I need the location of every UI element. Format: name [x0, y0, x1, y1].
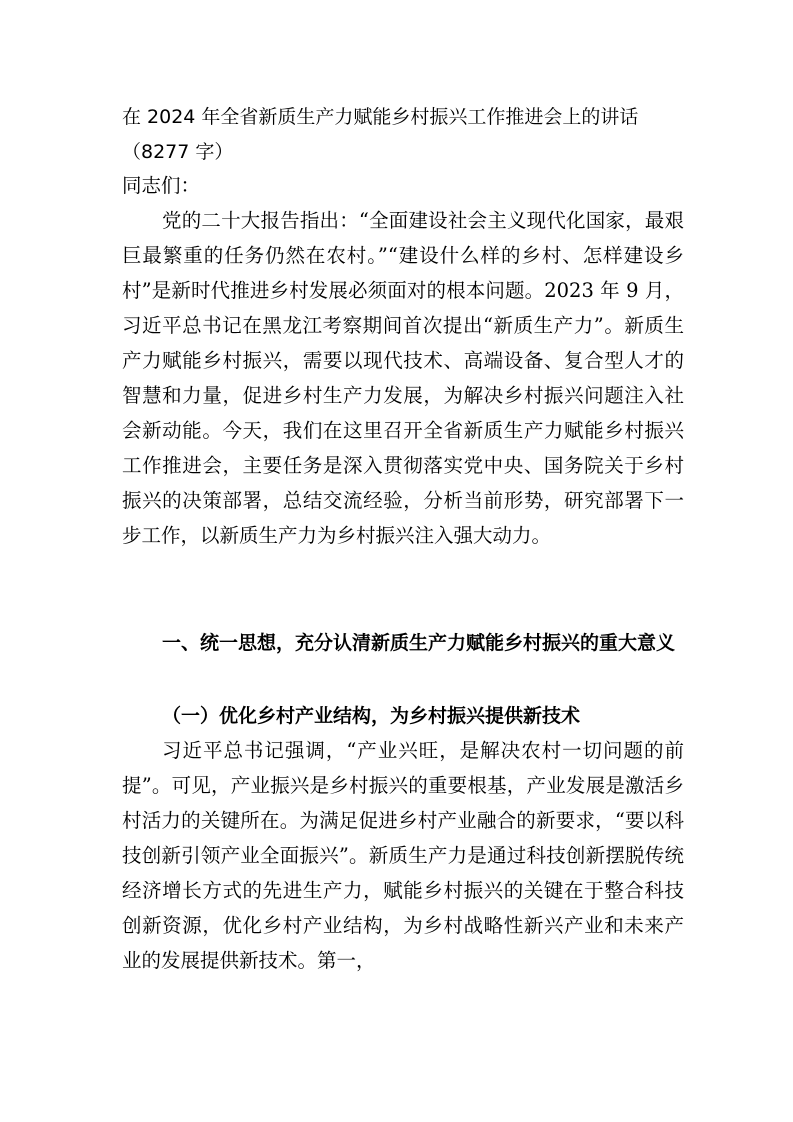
section-heading-1: 一、统一思想，充分认清新质生产力赋能乡村振兴的重大意义: [162, 632, 676, 654]
salutation: 同志们：: [122, 174, 201, 197]
paragraph-intro: 党的二十大报告指出：“全面建设社会主义现代化国家，最艰巨最繁重的任务仍然在农村。”“建设什么样的乡村、怎样建设乡村”是新时代推进乡村发展必须面对的根本问题。2023 年 9 月，习近平总书记在黑龙江考察期间首次提出“新质生产力”。新质生产力赋能乡村振兴，需要以现代技术、高端设备、复合型人才的智慧和力量，促进乡村生产力发展，为解决乡村振兴问题注入社会新动能。今天，我们在这里召开全省新质生产力赋能乡村振兴工作推进会，主要任务是深入贯彻落实党中央、国务院关于乡村振兴的决策部署，总结交流经验，分析当前形势，研究部署下一步工作，以新质生产力为乡村振兴注入强大动力。: [122, 209, 684, 547]
document-title: 在 2024 年全省新质生产力赋能乡村振兴工作推进会上的讲话（8277 字）: [122, 106, 639, 163]
subsection-heading-1: （一）优化乡村产业结构，为乡村振兴提供新技术: [162, 705, 581, 727]
paragraph-industry: 习近平总书记强调，“产业兴旺，是解决农村一切问题的前提”。可见，产业振兴是乡村振兴的重要根基，产业发展是激活乡村活力的关键所在。为满足促进乡村产业融合的新要求，“要以科技创新引领产业全面振兴”。新质生产力是通过科技创新摆脱传统经济增长方式的先进生产力，赋能乡村振兴的关键在于整合科技创新资源，优化乡村产业结构，为乡村战略性新兴产业和未来产业的发展提供新技术。第一，: [122, 739, 684, 972]
